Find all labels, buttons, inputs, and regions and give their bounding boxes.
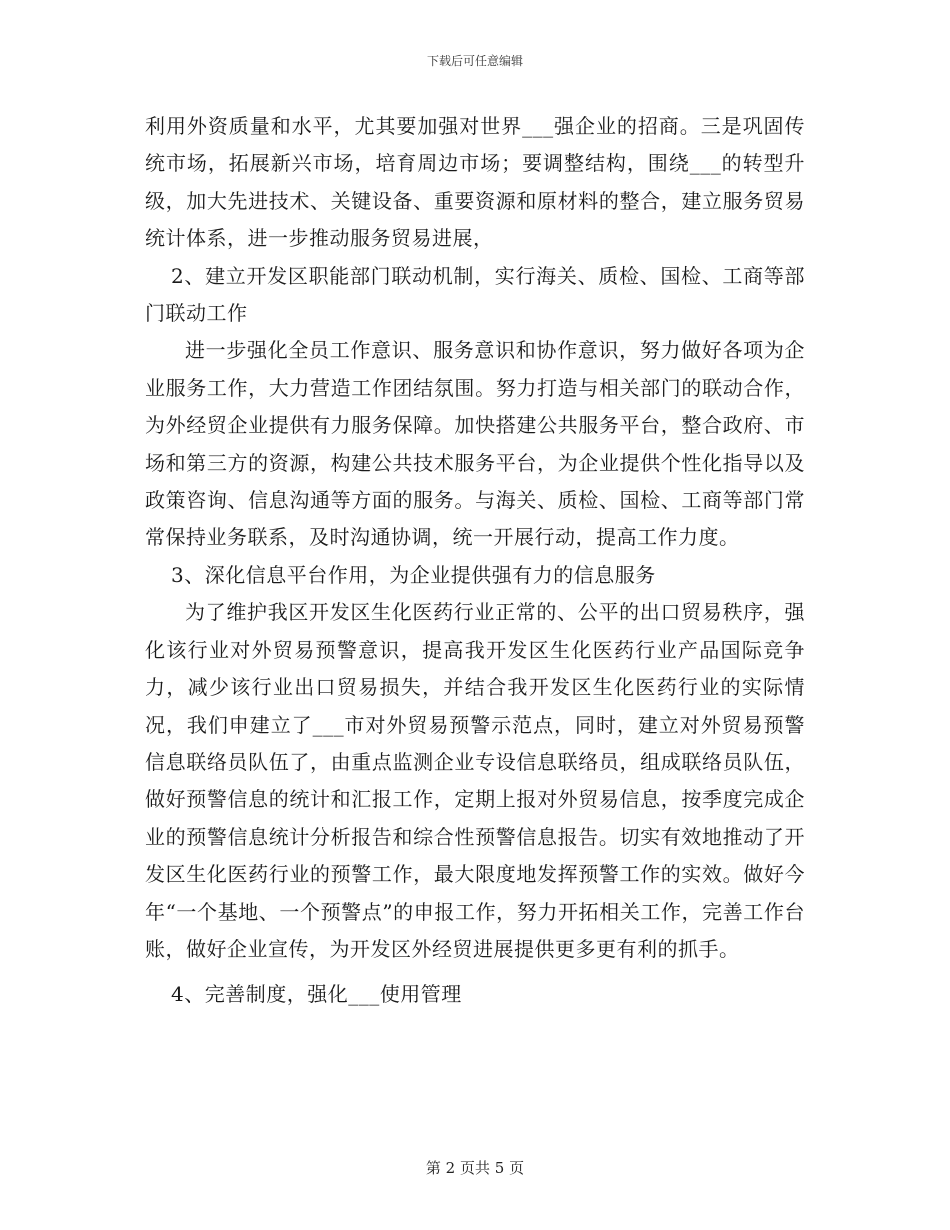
paragraph-section-3: 为了维护我区开发区生化医药行业正常的、公平的出口贸易秩序，强化该行业对外贸易预警意识，提高我开发区生化医药行业产品国际竞争力，减少该行业出口贸易损失，并结合我开发区生化医药行业的实际情况，我们申建立了___市对外贸易预警示范点，同时，建立对外贸易预警信息联络员队伍了，由重点监测企业专设信息联络员，组成联络员队伍，做好预警信息的统计和汇报工作，定期上报对外贸易信息，按季度完成企业的预警信息统计分析报告和综合性预警信息报告。切实有效地推动了开发区生化医药行业的预警工作，最大限度地发挥预警工作的实效。做好今年“一个基地、一个预警点”的申报工作，努力开拓相关工作，完善工作台账，做好企业宣传，为开发区外经贸进展提供更多更有利的抓手。	[145, 600, 805, 961]
page-header-note: 下载后可任意编辑	[426, 54, 523, 68]
paragraph-continuation: 利用外资质量和水平，尤其要加强对世界___强企业的招商。三是巩固传统市场，拓展新兴市场，培育周边市场；要调整结构，围绕___的转型升级，加大先进技术、关键设备、重要资源和原材料的整合，建立服务贸易统计体系，进一步推动服务贸易进展，	[145, 114, 805, 251]
document-body	[145, 108, 805, 1014]
section-heading-4: 4、完善制度，强化___使用管理	[171, 982, 462, 1007]
page-number: 第 2 页共 5 页	[425, 1159, 525, 1177]
section-heading-3: 3、深化信息平台作用，为企业提供强有力的信息服务	[171, 562, 656, 587]
paragraph-section-2: 进一步强化全员工作意识、服务意识和协作意识，努力做好各项为企业服务工作，大力营造工作团结氛围。努力打造与相关部门的联动合作，为外经贸企业提供有力服务保障。加快搭建公共服务平台，整合政府、市场和第三方的资源，构建公共技术服务平台，为企业提供个性化指导以及政策咨询、信息沟通等方面的服务。与海关、质检、国检、工商等部门常常保持业务联系，及时沟通协调，统一开展行动，提高工作力度。	[145, 338, 805, 550]
section-heading-2: 2、建立开发区职能部门联动机制，实行海关、质检、国检、工商等部门联动工作	[145, 263, 805, 326]
